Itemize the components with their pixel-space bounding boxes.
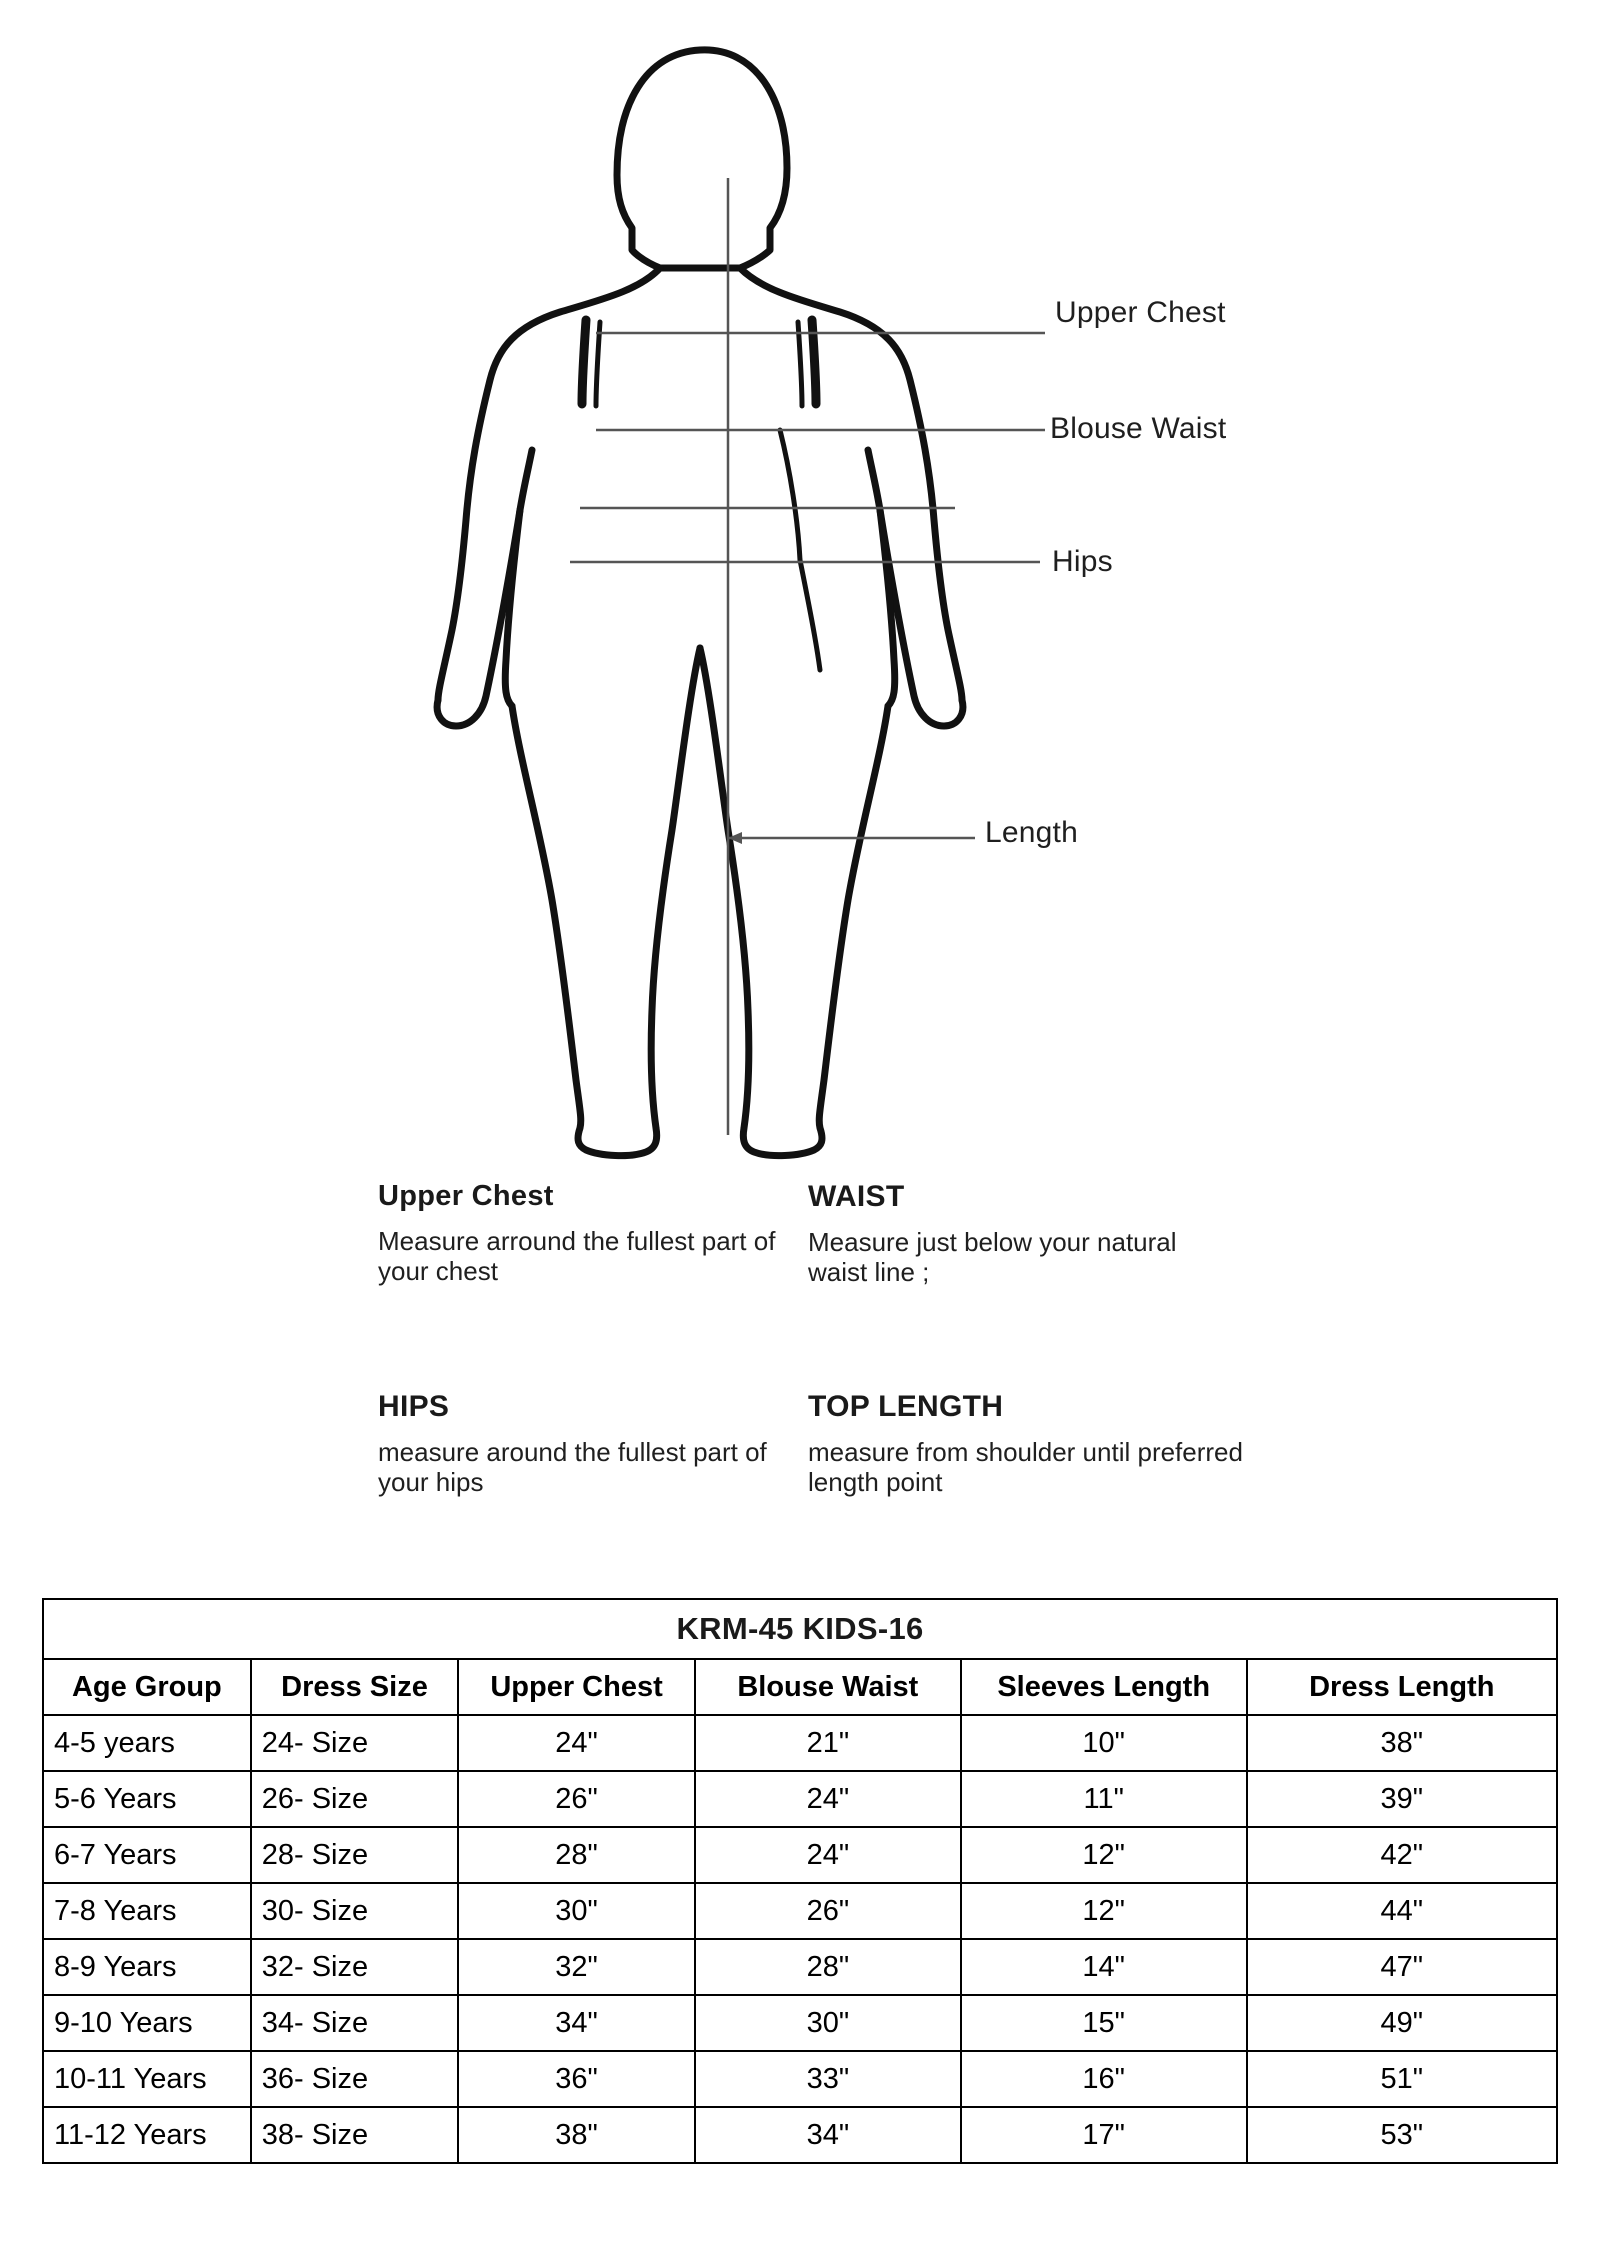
table-header-row [43, 1659, 1557, 1715]
cell-dress-length: 42" [1247, 1827, 1557, 1883]
cell-age-group: 7-8 Years [43, 1883, 251, 1939]
column-header-dress-length: Dress Length [1247, 1659, 1557, 1715]
cell-blouse-waist: 24" [695, 1827, 961, 1883]
table-row [43, 1939, 1557, 1995]
cell-upper-chest: 38" [458, 2107, 695, 2163]
cell-dress-size: 28- Size [251, 1827, 459, 1883]
cell-sleeves-length: 12" [961, 1827, 1247, 1883]
cell-dress-size: 30- Size [251, 1883, 459, 1939]
cell-sleeves-length: 16" [961, 2051, 1247, 2107]
cell-blouse-waist: 34" [695, 2107, 961, 2163]
cell-blouse-waist: 26" [695, 1883, 961, 1939]
callout-blouse-waist: Blouse Waist [1050, 412, 1227, 445]
cell-dress-length: 51" [1247, 2051, 1557, 2107]
cell-age-group: 4-5 years [43, 1715, 251, 1771]
cell-blouse-waist: 28" [695, 1939, 961, 1995]
cell-upper-chest: 30" [458, 1883, 695, 1939]
note-top-length-title: TOP LENGTH [808, 1390, 1004, 1423]
cell-sleeves-length: 10" [961, 1715, 1247, 1771]
size-table [42, 1658, 1558, 2164]
callout-upper-chest: Upper Chest [1055, 296, 1226, 329]
column-header-upper-chest: Upper Chest [458, 1659, 695, 1715]
cell-upper-chest: 28" [458, 1827, 695, 1883]
cell-age-group: 5-6 Years [43, 1771, 251, 1827]
note-waist [808, 1180, 1238, 1287]
note-hips-body: measure around the fullest part of your hips [378, 1437, 767, 1497]
cell-age-group: 11-12 Years [43, 2107, 251, 2163]
cell-dress-length: 47" [1247, 1939, 1557, 1995]
cell-upper-chest: 24" [458, 1715, 695, 1771]
cell-dress-length: 49" [1247, 1995, 1557, 2051]
measurement-instructions [0, 1160, 1600, 1520]
cell-dress-length: 44" [1247, 1883, 1557, 1939]
table-row [43, 1995, 1557, 2051]
note-hips [378, 1390, 798, 1497]
cell-dress-size: 34- Size [251, 1995, 459, 2051]
note-upper-chest-title: Upper Chest [378, 1180, 554, 1212]
cell-dress-size: 24- Size [251, 1715, 459, 1771]
cell-blouse-waist: 33" [695, 2051, 961, 2107]
table-row [43, 1715, 1557, 1771]
callout-hips: Hips [1052, 545, 1113, 578]
cell-sleeves-length: 14" [961, 1939, 1247, 1995]
cell-dress-size: 32- Size [251, 1939, 459, 1995]
cell-upper-chest: 34" [458, 1995, 695, 2051]
note-upper-chest [378, 1180, 798, 1286]
cell-upper-chest: 32" [458, 1939, 695, 1995]
cell-blouse-waist: 24" [695, 1771, 961, 1827]
column-header-sleeves-length: Sleeves Length [961, 1659, 1247, 1715]
cell-sleeves-length: 12" [961, 1883, 1247, 1939]
column-header-age-group: Age Group [43, 1659, 251, 1715]
note-hips-title: HIPS [378, 1390, 450, 1423]
size-table-title: KRM-45 KIDS-16 [42, 1598, 1558, 1658]
cell-sleeves-length: 15" [961, 1995, 1247, 2051]
note-top-length-body: measure from shoulder until preferred length point [808, 1437, 1243, 1497]
cell-sleeves-length: 17" [961, 2107, 1247, 2163]
cell-age-group: 6-7 Years [43, 1827, 251, 1883]
table-row [43, 2051, 1557, 2107]
cell-dress-length: 53" [1247, 2107, 1557, 2163]
table-row [43, 1771, 1557, 1827]
cell-dress-length: 39" [1247, 1771, 1557, 1827]
callout-length: Length [985, 816, 1078, 849]
cell-dress-size: 36- Size [251, 2051, 459, 2107]
cell-dress-size: 38- Size [251, 2107, 459, 2163]
table-row [43, 2107, 1557, 2163]
cell-upper-chest: 36" [458, 2051, 695, 2107]
note-waist-body: Measure just below your natural waist line ; [808, 1227, 1177, 1287]
table-row [43, 1883, 1557, 1939]
table-row [43, 1827, 1557, 1883]
cell-blouse-waist: 30" [695, 1995, 961, 2051]
cell-age-group: 8-9 Years [43, 1939, 251, 1995]
size-table-container [42, 1598, 1558, 2164]
cell-age-group: 10-11 Years [43, 2051, 251, 2107]
note-top-length [808, 1390, 1288, 1497]
column-header-blouse-waist: Blouse Waist [695, 1659, 961, 1715]
note-upper-chest-body: Measure arround the fullest part of your chest [378, 1226, 776, 1286]
cell-dress-size: 26- Size [251, 1771, 459, 1827]
cell-age-group: 9-10 Years [43, 1995, 251, 2051]
cell-sleeves-length: 11" [961, 1771, 1247, 1827]
cell-upper-chest: 26" [458, 1771, 695, 1827]
cell-dress-length: 38" [1247, 1715, 1557, 1771]
note-waist-title: WAIST [808, 1180, 905, 1213]
cell-blouse-waist: 21" [695, 1715, 961, 1771]
column-header-dress-size: Dress Size [251, 1659, 459, 1715]
